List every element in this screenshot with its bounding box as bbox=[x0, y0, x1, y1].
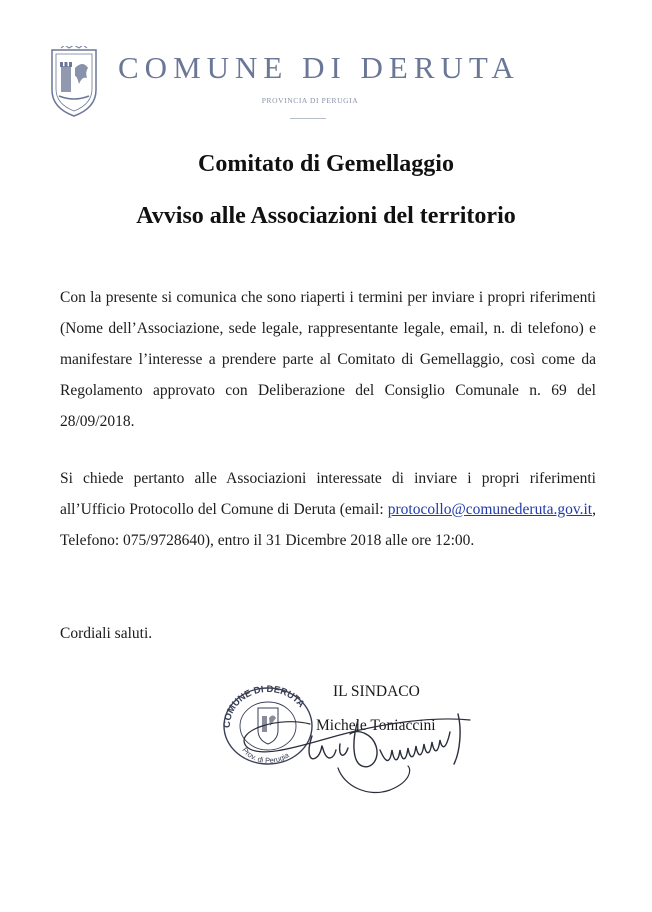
closing-greeting: Cordiali saluti. bbox=[60, 625, 153, 642]
stamp-top-text: COMUNE DI DERUTA bbox=[221, 683, 307, 729]
paragraph-1: Con la presente si comunica che sono riaperti i termini per inviare i propri riferimenti (Nome dell’Associazione, sede legale, rappresentante legale, email, n. di telefono) e manifestare l’interesse a prendere parte al Comitato di Gemellaggio, così come da Regolamento approvato con Deliberazione del Consiglio Comunale n. 69 del 28/09/2018. bbox=[60, 289, 596, 430]
letterhead-title: COMUNE DI DERUTA bbox=[118, 50, 520, 85]
signer-name: Michele Toniaccini bbox=[316, 717, 436, 734]
handwritten-signature bbox=[240, 700, 530, 800]
paragraph-2-text-before-link: Si chiede pertanto alle Associazioni interessate di inviare i propri riferimenti all’Ufficio Protocollo del Comune di Deruta (email: bbox=[60, 470, 596, 518]
letterhead-divider bbox=[290, 118, 326, 119]
email-link[interactable]: protocollo@comunederuta.gov.it bbox=[387, 501, 593, 518]
paragraph-2 bbox=[60, 463, 596, 556]
document-heading: Comitato di Gemellaggio bbox=[198, 151, 454, 177]
letterhead-subtitle: PROVINCIA DI PERUGIA bbox=[261, 96, 359, 105]
document-subheading: Avviso alle Associazioni del territorio bbox=[136, 203, 516, 229]
signer-role: IL SINDACO bbox=[333, 683, 420, 700]
paragraph-2-text-after-link: , Telefono: 075/9728640), entro il 31 Dicembre 2018 alle ore 12:00. bbox=[60, 501, 596, 549]
municipal-crest-icon bbox=[49, 46, 99, 118]
stamp-bottom-text: Prov. di Perugia bbox=[240, 745, 291, 766]
